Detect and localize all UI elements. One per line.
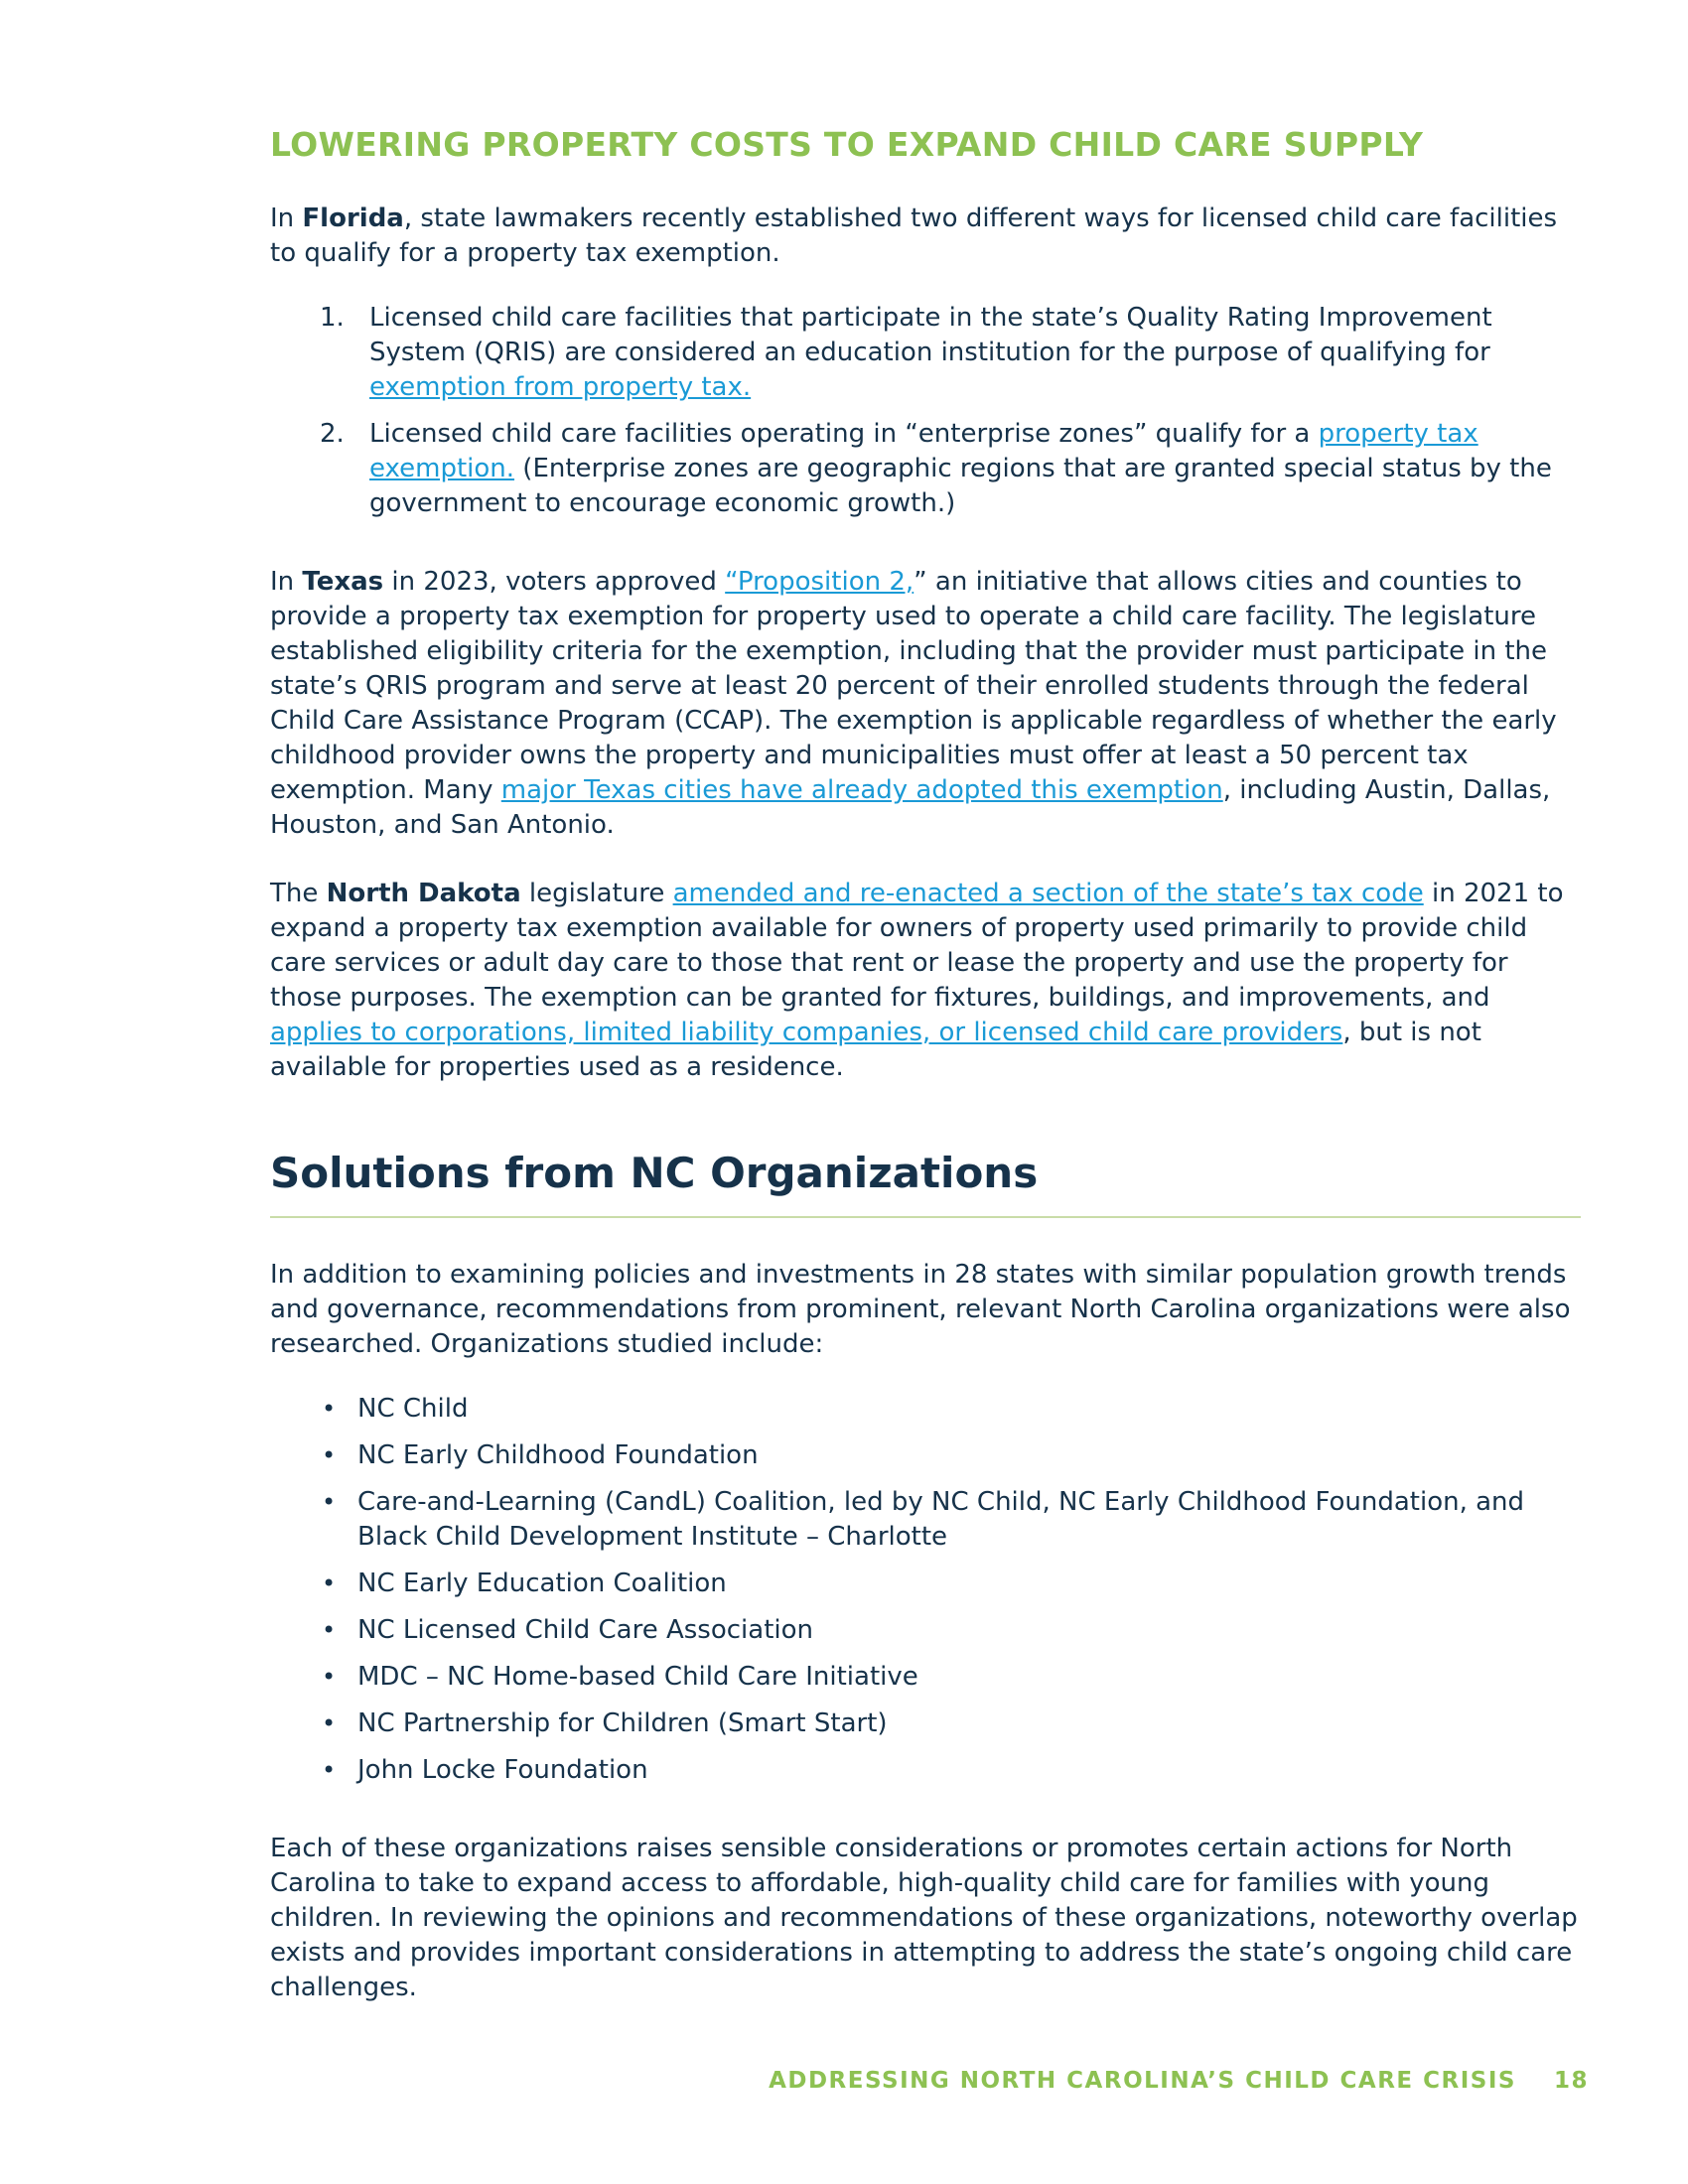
bullet-icon: • [322, 1756, 337, 1784]
heading-divider [270, 1216, 1581, 1218]
exemption-from-property-tax-link[interactable]: exemption from property tax. [369, 372, 752, 402]
texas-state: Texas [302, 567, 384, 597]
florida-paragraph: In Florida, state lawmakers recently established two different ways for licensed child care facilities to qualify for a property tax exemption. [270, 204, 1558, 268]
list-item: • NC Licensed Child Care Association [270, 1613, 1581, 1648]
solutions-heading: Solutions from NC Organizations [270, 1149, 1039, 1197]
texas-paragraph: In Texas in 2023, voters approved “Proposition 2,” an initiative that allows cities and counties to provide a property tax exemption for property used to operate a child care facility. The legislature established eligibility criteria for the exemption, including that the provider must participate in the state’s QRIS program and serve at least 20 percent of their enrolled students through the federal Child Care Assistance Program (CCAP). The exemption is applicable regardless of whether the early childhood provider owns the property and municipalities must offer at least a 50 percent tax exemption. Many major Texas cities have already adopted this exemption, including Austin, Dallas, Houston, and San Antonio. [270, 567, 1557, 840]
north-dakota-state: North Dakota [326, 879, 521, 908]
section-title: LOWERING PROPERTY COSTS TO EXPAND CHILD CARE SUPPLY [270, 125, 1424, 164]
list-item: • MDC – NC Home-based Child Care Initiative [270, 1660, 1581, 1695]
list-item: • NC Partnership for Children (Smart Start) [270, 1706, 1581, 1741]
florida-list [270, 301, 1581, 521]
bullet-icon: • [322, 1663, 337, 1691]
list-item: 2. Licensed child care facilities operating in “enterprise zones” qualify for a property tax exemption. (Enterprise zones are geographic regions that are granted special status by the government to encourage economic growth.) [320, 419, 1552, 518]
solutions-intro: In addition to examining policies and investments in 28 states with similar population growth trends and governance, recommendations from prominent, relevant North Carolina organizations were also researched. Organizations studied include: [270, 1260, 1571, 1359]
list-item: • NC Early Education Coalition [270, 1567, 1581, 1601]
north-dakota-paragraph: The North Dakota legislature amended and re-enacted a section of the state’s tax code in 2021 to expand a property tax exemption available for owners of property used primarily to provide child care services or adult day care to those that rent or lease the property and use the property for those purposes. The exemption can be granted for fixtures, buildings, and improvements, and applies to corporations, limited liability companies, or licensed child care providers, but is not available for properties used as a residence. [270, 879, 1564, 1082]
organizations-list [270, 1392, 1581, 1788]
footer-title: ADDRESSING NORTH CAROLINA’S CHILD CARE CRISIS [769, 2068, 1516, 2094]
list-item: • Care-and-Learning (CandL) Coalition, led by NC Child, NC Early Childhood Foundation, and Black Child Development Institute – Charlotte [322, 1487, 1525, 1552]
list-item: • John Locke Foundation [270, 1753, 1581, 1788]
tax-code-link[interactable]: amended and re-enacted a section of the state’s tax code [672, 879, 1424, 908]
applies-to-corporations-link[interactable]: applies to corporations, limited liability companies, or licensed child care providers [270, 1018, 1343, 1047]
bullet-icon: • [322, 1395, 337, 1423]
bullet-icon: • [322, 1570, 337, 1597]
bullet-icon: • [322, 1616, 337, 1644]
florida-state: Florida [302, 204, 404, 233]
bullet-icon: • [322, 1441, 337, 1469]
list-item: • NC Early Childhood Foundation [270, 1438, 1581, 1473]
list-item: • NC Child [270, 1392, 1581, 1427]
solutions-closing: Each of these organizations raises sensible considerations or promotes certain actions for North Carolina to take to expand access to affordable, high-quality child care for families with young children. In reviewing the opinions and recommendations of these organizations, noteworthy overlap exists and provides important considerations in attempting to address the state’s ongoing child care challenges. [270, 1834, 1578, 2002]
page-number: 18 [1553, 2068, 1589, 2094]
property-tax-exemption-link[interactable]: property tax exemption. [369, 419, 1478, 483]
page-footer [769, 2068, 1589, 2094]
proposition-2-link[interactable]: “Proposition 2, [725, 567, 914, 597]
bullet-icon: • [322, 1709, 337, 1737]
content [270, 125, 1581, 2005]
list-item: 1. Licensed child care facilities that participate in the state’s Quality Rating Improvement System (QRIS) are considered an education institution for the purpose of qualifying for exemption from property tax. [320, 303, 1492, 402]
texas-cities-link[interactable]: major Texas cities have already adopted this exemption [500, 775, 1223, 805]
bullet-icon: • [322, 1488, 337, 1516]
